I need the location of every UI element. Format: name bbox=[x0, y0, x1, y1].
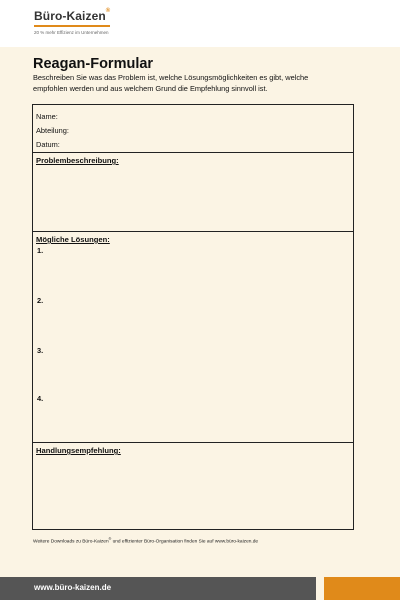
logo-text: Büro-Kaizen bbox=[34, 9, 106, 23]
logo[interactable] bbox=[34, 9, 110, 23]
document-title: Reagan-Formular bbox=[33, 56, 154, 72]
downloads-note-text-2: und effizienter Büro-Organisation finden Sie auf www.büro-kaizen.de bbox=[111, 539, 259, 545]
date-field-label: Datum: bbox=[36, 140, 60, 149]
recommendation-label: Handlungsempfehlung: bbox=[36, 446, 121, 455]
department-field-label: Abteilung: bbox=[36, 126, 69, 135]
logo-underline bbox=[34, 25, 110, 27]
solution-number-3: 3. bbox=[37, 346, 44, 355]
solutions-section bbox=[33, 232, 353, 443]
solution-number-2: 2. bbox=[37, 296, 44, 305]
footer-bar bbox=[0, 577, 316, 600]
problem-label: Problembeschreibung: bbox=[36, 156, 119, 165]
registered-mark: ® bbox=[105, 8, 111, 14]
logo-tagline: 20 % mehr Effizienz im Unternehmen bbox=[34, 30, 109, 35]
name-field-label: Name: bbox=[36, 112, 58, 121]
solution-number-4: 4. bbox=[37, 394, 44, 403]
document-intro: Beschreiben Sie was das Problem ist, welche Lösungsmöglichkeiten es gibt, welche empfohlen werden und aus welchem Grund die Empfehlung sinnvoll ist. bbox=[33, 73, 309, 93]
downloads-note-mark: ® bbox=[108, 537, 112, 541]
solutions-label: Mögliche Lösungen: bbox=[36, 235, 110, 244]
problem-section bbox=[33, 153, 353, 232]
reagan-form bbox=[32, 104, 354, 530]
footer-accent-block bbox=[324, 577, 400, 600]
solution-number-1: 1. bbox=[37, 246, 44, 255]
form-header-section bbox=[33, 105, 353, 153]
recommendation-section bbox=[33, 443, 353, 529]
downloads-note bbox=[33, 537, 258, 545]
footer-url-link[interactable]: www.büro-kaizen.de bbox=[34, 583, 112, 592]
downloads-note-text-1: Weitere Downloads zu Büro-Kaizen bbox=[33, 539, 109, 545]
page-header bbox=[0, 0, 400, 47]
